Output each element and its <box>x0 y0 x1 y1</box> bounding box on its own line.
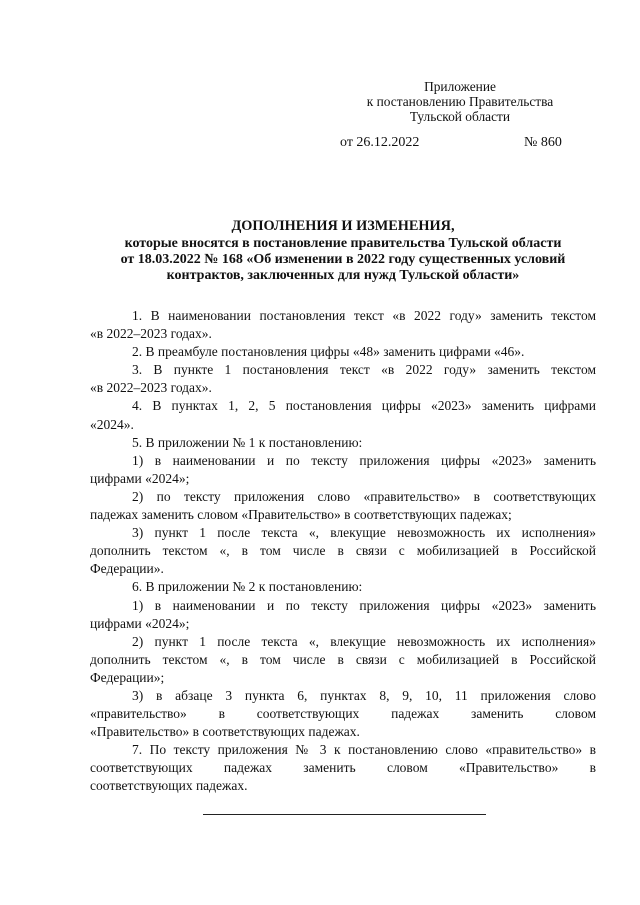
title-heading: ДОПОЛНЕНИЯ И ИЗМЕНЕНИЯ, <box>231 218 455 234</box>
document-body <box>90 307 596 796</box>
item-6-line-1: 6. В приложении № 2 к постановлению: <box>132 579 363 595</box>
item-5-2-line-1: 2) по тексту приложения слово «правительство» в соответствующих <box>132 488 596 504</box>
item-5-1-line-2: цифрами «2024»; <box>90 470 190 486</box>
title-line-2: от 18.03.2022 № 168 «Об изменении в 2022 году существенных условий <box>120 252 566 267</box>
item-7-line-3: соответствующих падежах. <box>90 778 248 794</box>
item-3-line-1: 3. В пункте 1 постановления текст «в 2022 году» заменить текстом <box>132 362 596 378</box>
appendix-line-2: к постановлению Правительства <box>366 94 554 109</box>
document-title <box>90 218 596 284</box>
item-4-line-1: 4. В пунктах 1, 2, 5 постановления цифры «2023» заменить цифрами <box>132 398 596 414</box>
document-number: № 860 <box>524 135 562 150</box>
appendix-header <box>330 79 590 124</box>
item-6-1-line-2: цифрами «2024»; <box>90 615 190 631</box>
item-7-line-2: соответствующих падежах заменить словом «Правительство» в <box>90 760 596 776</box>
closing-divider <box>203 814 486 815</box>
document-date: от 26.12.2022 <box>340 135 420 150</box>
item-1-line-1: 1. В наименовании постановления текст «в 2022 году» заменить текстом <box>132 308 596 323</box>
item-5-3-line-3: Федерации». <box>90 561 164 577</box>
item-6-2-line-3: Федерации»; <box>90 669 165 685</box>
appendix-line-3: Тульской области <box>409 109 511 124</box>
item-2-line-1: 2. В преамбуле постановления цифры «48» заменить цифрами «46». <box>132 344 525 360</box>
item-6-3-line-3: «Правительство» в соответствующих падежах. <box>90 724 360 740</box>
item-4-line-2: «2024». <box>90 416 134 432</box>
item-5-line-1: 5. В приложении № 1 к постановлению: <box>132 434 363 450</box>
item-5-2-line-2: падежах заменить словом «Правительство» в соответствующих падежах; <box>90 507 512 523</box>
item-5-3-line-2: дополнить текстом «, в том числе в связи с мобилизацией в Российской <box>90 543 596 559</box>
item-6-3-line-1: 3) в абзаце 3 пункта 6, пунктах 8, 9, 10, 11 приложения слово <box>132 687 596 703</box>
item-7-line-1: 7. По тексту приложения № 3 к постановлению слово «правительство» в <box>132 742 596 758</box>
item-6-3-line-2: «правительство» в соответствующих падежах заменить словом <box>90 706 596 722</box>
title-line-3: контрактов, заключенных для нужд Тульской области» <box>166 268 520 283</box>
item-6-2-line-1: 2) пункт 1 после текста «, влекущие невозможность их исполнения» <box>132 633 596 649</box>
item-5-3-line-1: 3) пункт 1 после текста «, влекущие невозможность их исполнения» <box>132 525 596 541</box>
item-5-1-line-1: 1) в наименовании и по тексту приложения цифры «2023» заменить <box>132 452 596 468</box>
title-line-1: которые вносятся в постановление правительства Тульской области <box>124 236 562 251</box>
item-6-1-line-1: 1) в наименовании и по тексту приложения цифры «2023» заменить <box>132 597 596 613</box>
item-1-line-2: «в 2022–2023 годах». <box>90 326 212 342</box>
appendix-line-1: Приложение <box>424 79 496 94</box>
item-3-line-2: «в 2022–2023 годах». <box>90 380 212 396</box>
item-6-2-line-2: дополнить текстом «, в том числе в связи с мобилизацией в Российской <box>90 651 596 667</box>
